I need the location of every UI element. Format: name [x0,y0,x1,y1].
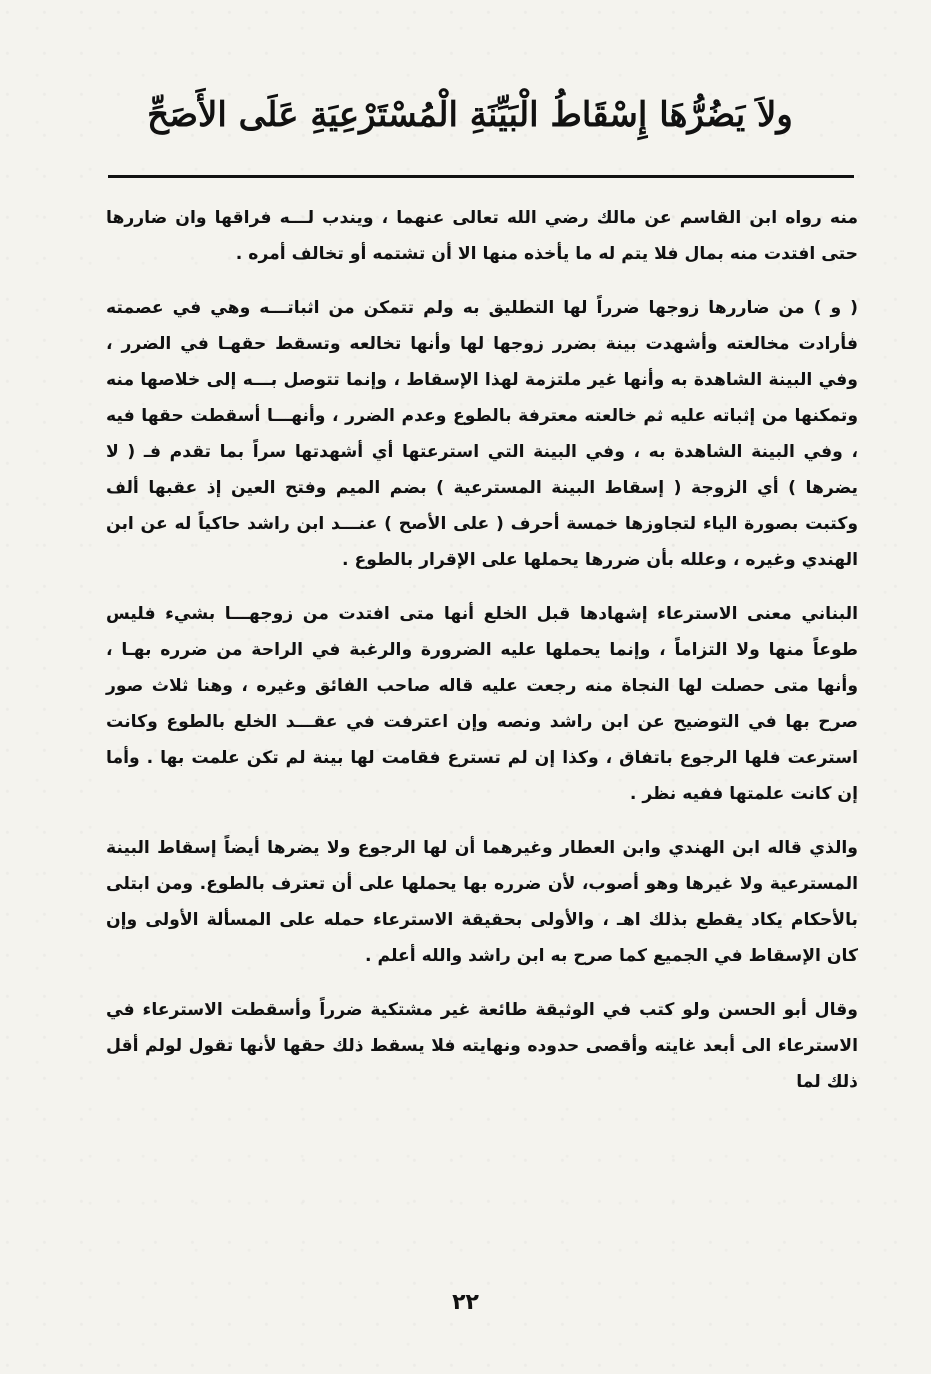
paragraph-2: ( و ) من ضاررها زوجها ضرراً لها التطليق به ولم تتمكن من اثباتـــه وهي في عصمته فأرادت مخالعته وأشهدت بينة بضرر زوجها لها وأنها تخالعه وتسقط حقهـا في الضرر ، وفي البينة الشاهدة به وأنها غير ملتزمة لهذا الإسقاط ، وإنما تتوصل بـــه إلى خلاصها منه وتمكنها من إثباته عليه ثم خالعته معترفة بالطوع وعدم الضرر ، وأنهـــا أسقطت حقها فيه ، وفي البينة الشاهدة به ، وفي البينة التي استرعتها أي أشهدتها سراً بما تقدم فـ ( لا يضرها ) أي الزوجة ( إسقاط البينة المسترعية ) بضم الميم وفتح العين إذ عقبها ألف وكتبت بصورة الياء لتجاوزها خمسة أحرف ( على الأصح ) عنـــد ابن راشد حاكياً له عن ابن الهندي وغيره ، وعلله بأن ضررها يحملها على الإقرار بالطوع . [106,298,858,570]
paragraph-3: البناني معنى الاسترعاء إشهادها قبل الخلع أنها متى افتدت من زوجهـــا بشيء فليس طوعاً منها ولا التزاماً ، وإنما يحملها عليه الضرورة والرغبة في الراحة من ضرره بهـا ، وأنها متى حصلت لها النجاة منه رجعت عليه قاله صاحب الفائق وغيره ، وهنا ثلاث صور صرح بها في التوضيح عن ابن راشد ونصه وإن اعترفت في عقـــد الخلع بالطوع وكانت استرعت فلها الرجوع باتفاق ، وكذا إن لم تسترع فقامت لها بينة لم تكن علمت بها . وأما إن كانت علمتها ففيه نظر . [106,604,858,804]
page-header-title: ولاَ يَضُرُّهَا إِسْقَاطُ الْبَيِّنَةِ الْمُسْتَرْعِيَةِ عَلَى الأَصَحِّ [147,95,793,135]
paragraph-5: وقال أبو الحسن ولو كتب في الوثيقة طائعة غير مشتكية ضرراً وأسقطت الاسترعاء في الاسترعاء الى أبعد غايته وأقصى حدوده ونهايته فلا يسقط ذلك حقها لأنها تقول لولم أقل ذلك لما [106,1000,858,1092]
header-divider [108,175,854,178]
paragraph-1: منه رواه ابن القاسم عن مالك رضي الله تعالى عنهما ، ويندب لـــه فراقها وان ضاررها حتى افتدت منه بمال فلا يتم له ما يأخذه منها الا أن تشتمه أو تخالف أمره . [106,208,858,264]
page-number: ٢٢ [452,1290,479,1315]
body-text [106,200,858,1260]
paragraph-4: والذي قاله ابن الهندي وابن العطار وغيرهما أن لها الرجوع ولا يضرها أيضاً إسقاط البينة المسترعية ولا غيرها وهو أصوب، لأن ضرره بها يحملها على أن تعترف بالطوع. ومن ابتلى بالأحكام يكاد يقطع بذلك اهـ ، والأولى بحقيقة الاسترعاء حمله على المسألة الأولى وإن كان الإسقاط في الجميع كما صرح به ابن راشد والله أعلم . [106,838,858,966]
